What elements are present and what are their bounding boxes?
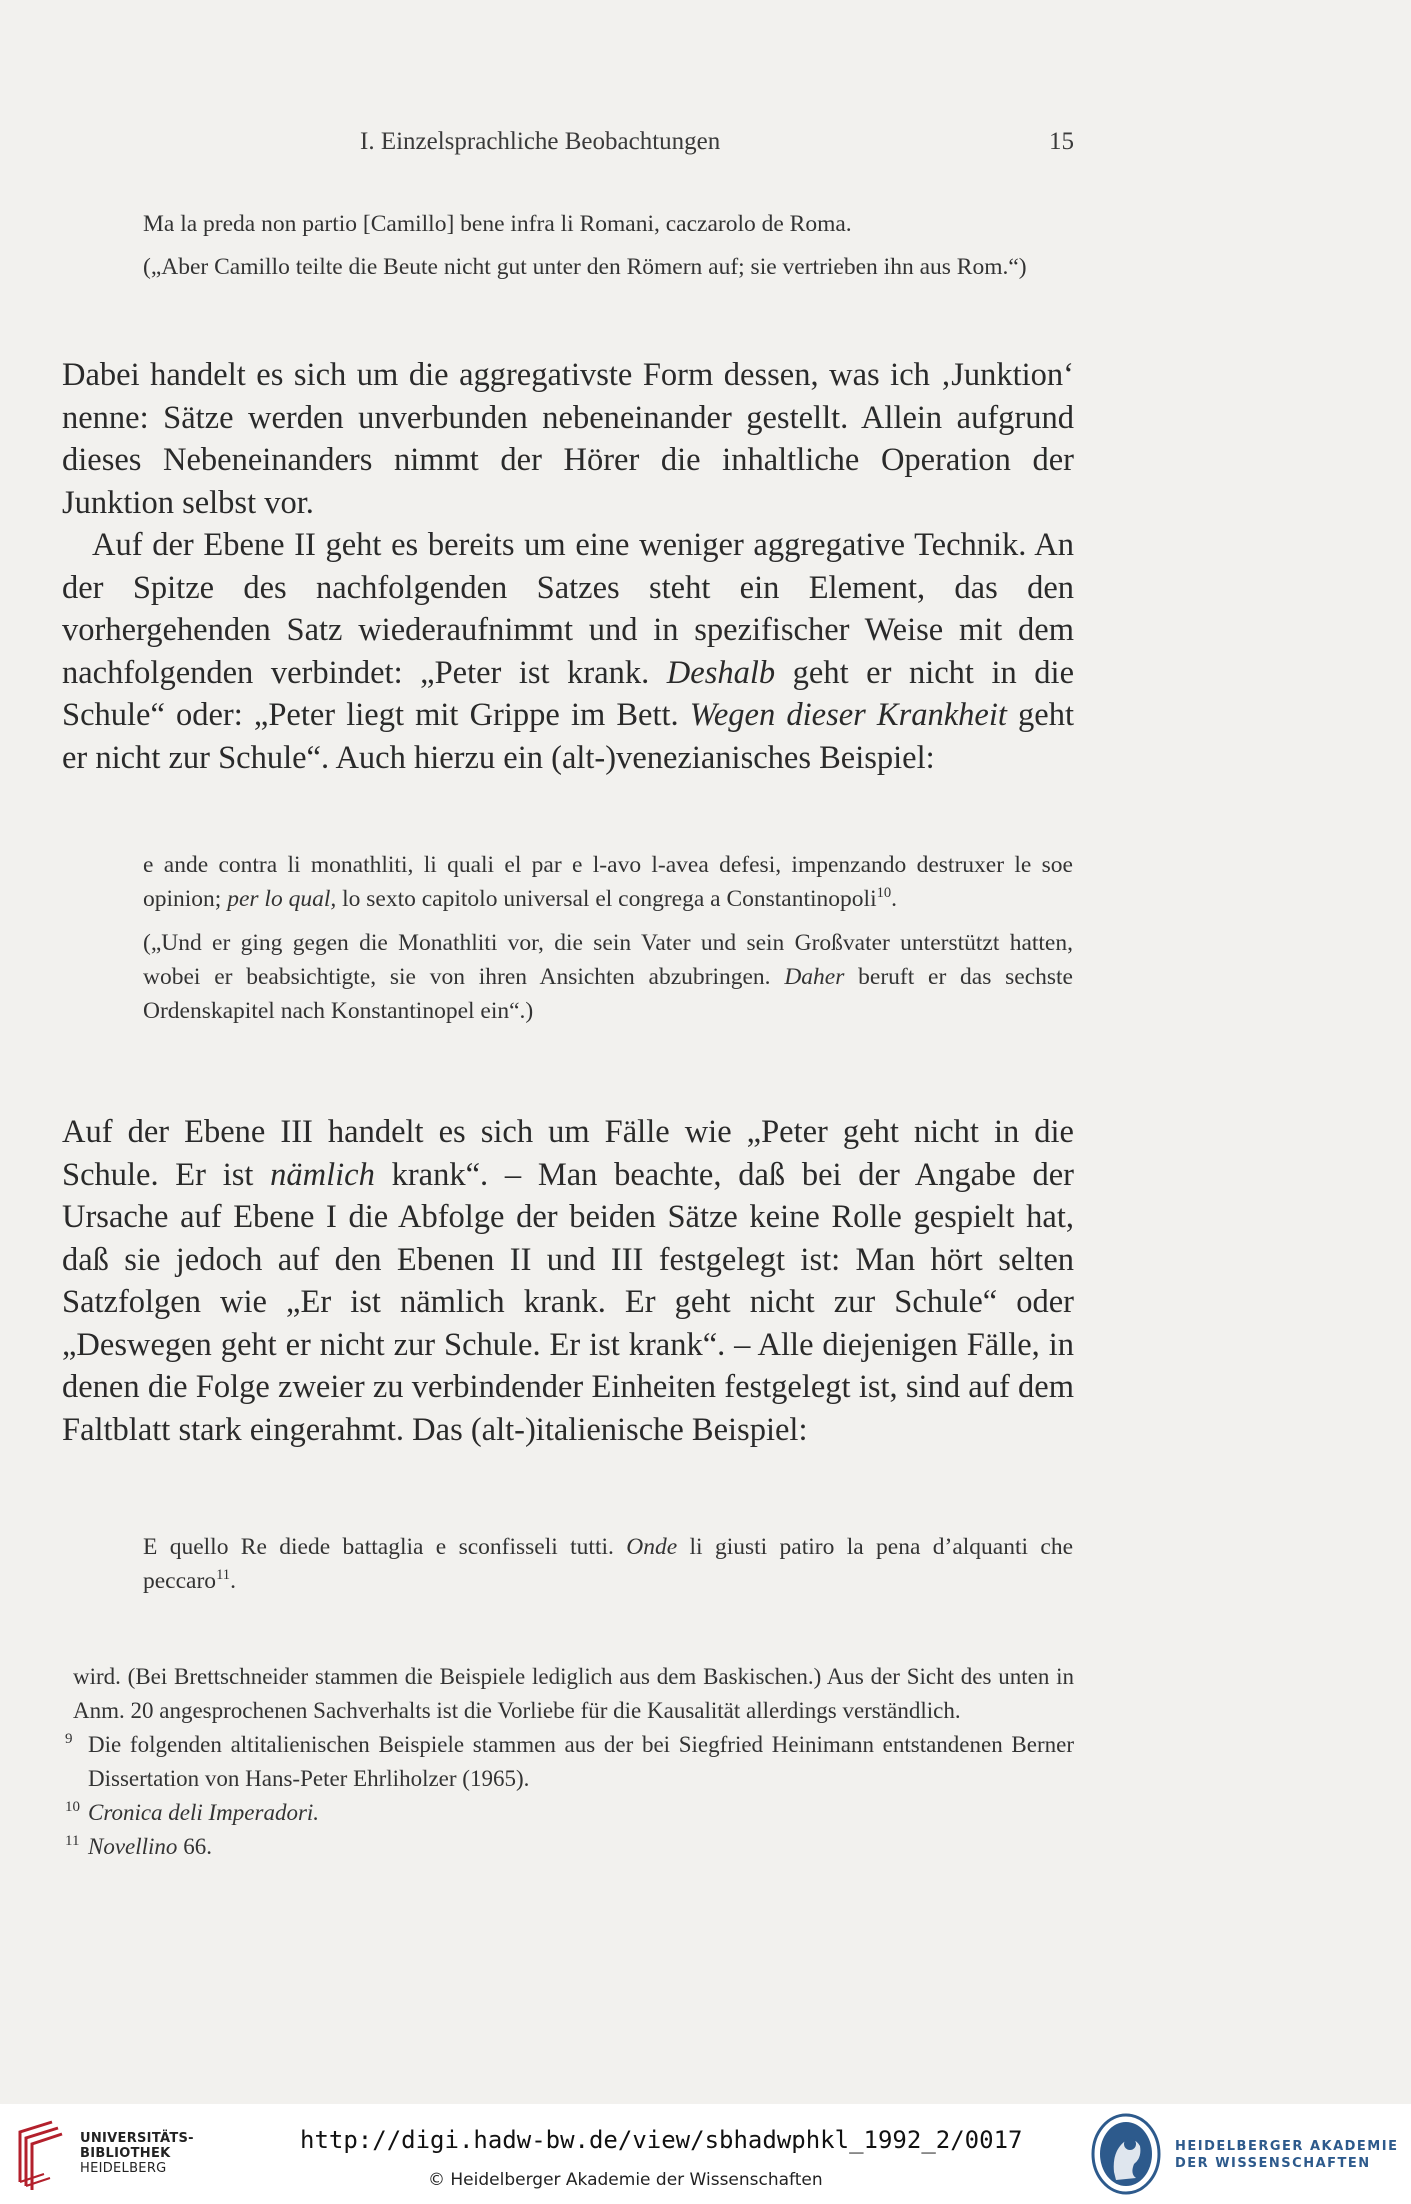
footnote-11: 11 Novellino 66. [65, 1833, 212, 1859]
example-text: E quello Re diede battaglia e sconfisseli tutti. Onde li giusti patiro la pena d’alquanti che peccaro$^{11}$. [143, 1534, 1073, 1594]
footnote-9: 9 Die folgenden altitalienischen Beispiele stammen aus der bei Siegfried Heinimann entstandenen Berner Dissertation von Hans-Peter Ehrliholzer (1965). [65, 1731, 1074, 1791]
paragraph: Auf der Ebene II geht es bereits um eine weniger aggregative Technik. An der Spitze des nachfolgenden Satzes steht ein Element, das den vorhergehenden Satz wiederaufnimmt und in spezifischer Weise mit dem nachfolgenden verbindet: „Peter ist krank. Deshalb geht er nicht in die Schule“ oder: „Peter liegt mit Grippe im Bett. Wegen dieser Krankheit geht er nicht zur Schule“. Auch hierzu ein (alt-)venezianisches Beispiel: [62, 527, 1074, 776]
body-text-1 [62, 354, 1074, 779]
footnotes [65, 1660, 1074, 1864]
paragraph: Dabei handelt es sich um die aggregativste Form dessen, was ich ‚Junktion‘ nenne: Sätze werden unverbunden nebeneinander gestellt. Allein aufgrund dieses Nebeneinanders nimmt der Hörer die inhaltliche Operation der Junktion selbst vor. [62, 357, 1074, 521]
paragraph: Auf der Ebene III handelt es sich um Fälle wie „Peter geht nicht in die Schule. Er ist nämlich krank“. – Man beachte, daß bei der Angabe der Ursache auf Ebene I die Abfolge der beiden Sätze keine Rolle gespielt hat, daß sie jedoch auf den Ebenen II und III festgelegt ist: Man hört selten Satzfolgen wie „Er ist nämlich krank. Er geht nicht zur Schule“ oder „Deswegen geht er nicht zur Schule. Er ist krank“. – Alle diejenigen Fälle, in denen die Folge zweier zu verbindender Einheiten festgelegt ist, sind auf dem Faltblatt stark eingerahmt. Das (alt-)italienische Beispiel: [62, 1114, 1074, 1448]
page-number: 15 [1049, 128, 1074, 155]
footnote-ref-10[interactable]: 10 [876, 885, 892, 902]
copyright-notice: © Heidelberger Akademie der Wissenschaften [428, 2170, 823, 2190]
university-library-name: UNIVERSITÄTS- BIBLIOTHEK HEIDELBERG [80, 2131, 194, 2176]
running-title: I. Einzelsprachliche Beobachtungen [360, 128, 721, 155]
example-translation: („Aber Camillo teilte die Beute nicht gut unter den Römern auf; sie vertrieben ihn aus Rom.“) [143, 254, 1027, 280]
footnote-10: 10 Cronica deli Imperadori. [65, 1799, 320, 1825]
footnote-continuation: wird. (Bei Brettschneider stammen die Beispiele lediglich aus dem Baskischen.) Aus der Sicht des unten in Anm. 20 angesprochenen Sachverhalts ist die Vorliebe für die Kausalität allerdings verständlich. [73, 1664, 1074, 1723]
footnote-ref-11[interactable]: 11 [216, 1567, 231, 1584]
university-library-logo-icon [14, 2116, 64, 2192]
example-text: e ande contra li monathliti, li quali el par e l-avo l-avea defesi, impenzando destruxer le soe opinion; per lo qual, lo sexto capitolo universal el congrega a Constantinopoli$^{10}$. [143, 852, 1073, 912]
running-header [62, 128, 1074, 164]
example-quote-1 [143, 207, 1073, 284]
viewer-footer [0, 2104, 1411, 2204]
permalink-url[interactable]: http://digi.hadw-bw.de/view/sbhadwphkl_1992_2/0017 [300, 2126, 1023, 2154]
example-translation: („Und er ging gegen die Monathliti vor, die sein Vater und sein Großvater unterstützt hatten, wobei er beabsichtigte, sie von ihren Ansichten abzubringen. Daher beruft er das sechste Ordenskapitel nach Konstantinopel ein“.) [143, 930, 1073, 1024]
example-text: Ma la preda non partio [Camillo] bene infra li Romani, caczarolo de Roma. [143, 211, 852, 237]
academy-name: HEIDELBERGER AKADEMIE DER WISSENSCHAFTEN [1175, 2139, 1399, 2171]
academy-seal-icon [1090, 2112, 1162, 2196]
example-quote-3 [143, 1530, 1073, 1598]
body-text-2 [62, 1111, 1074, 1451]
example-quote-2 [143, 848, 1073, 1028]
